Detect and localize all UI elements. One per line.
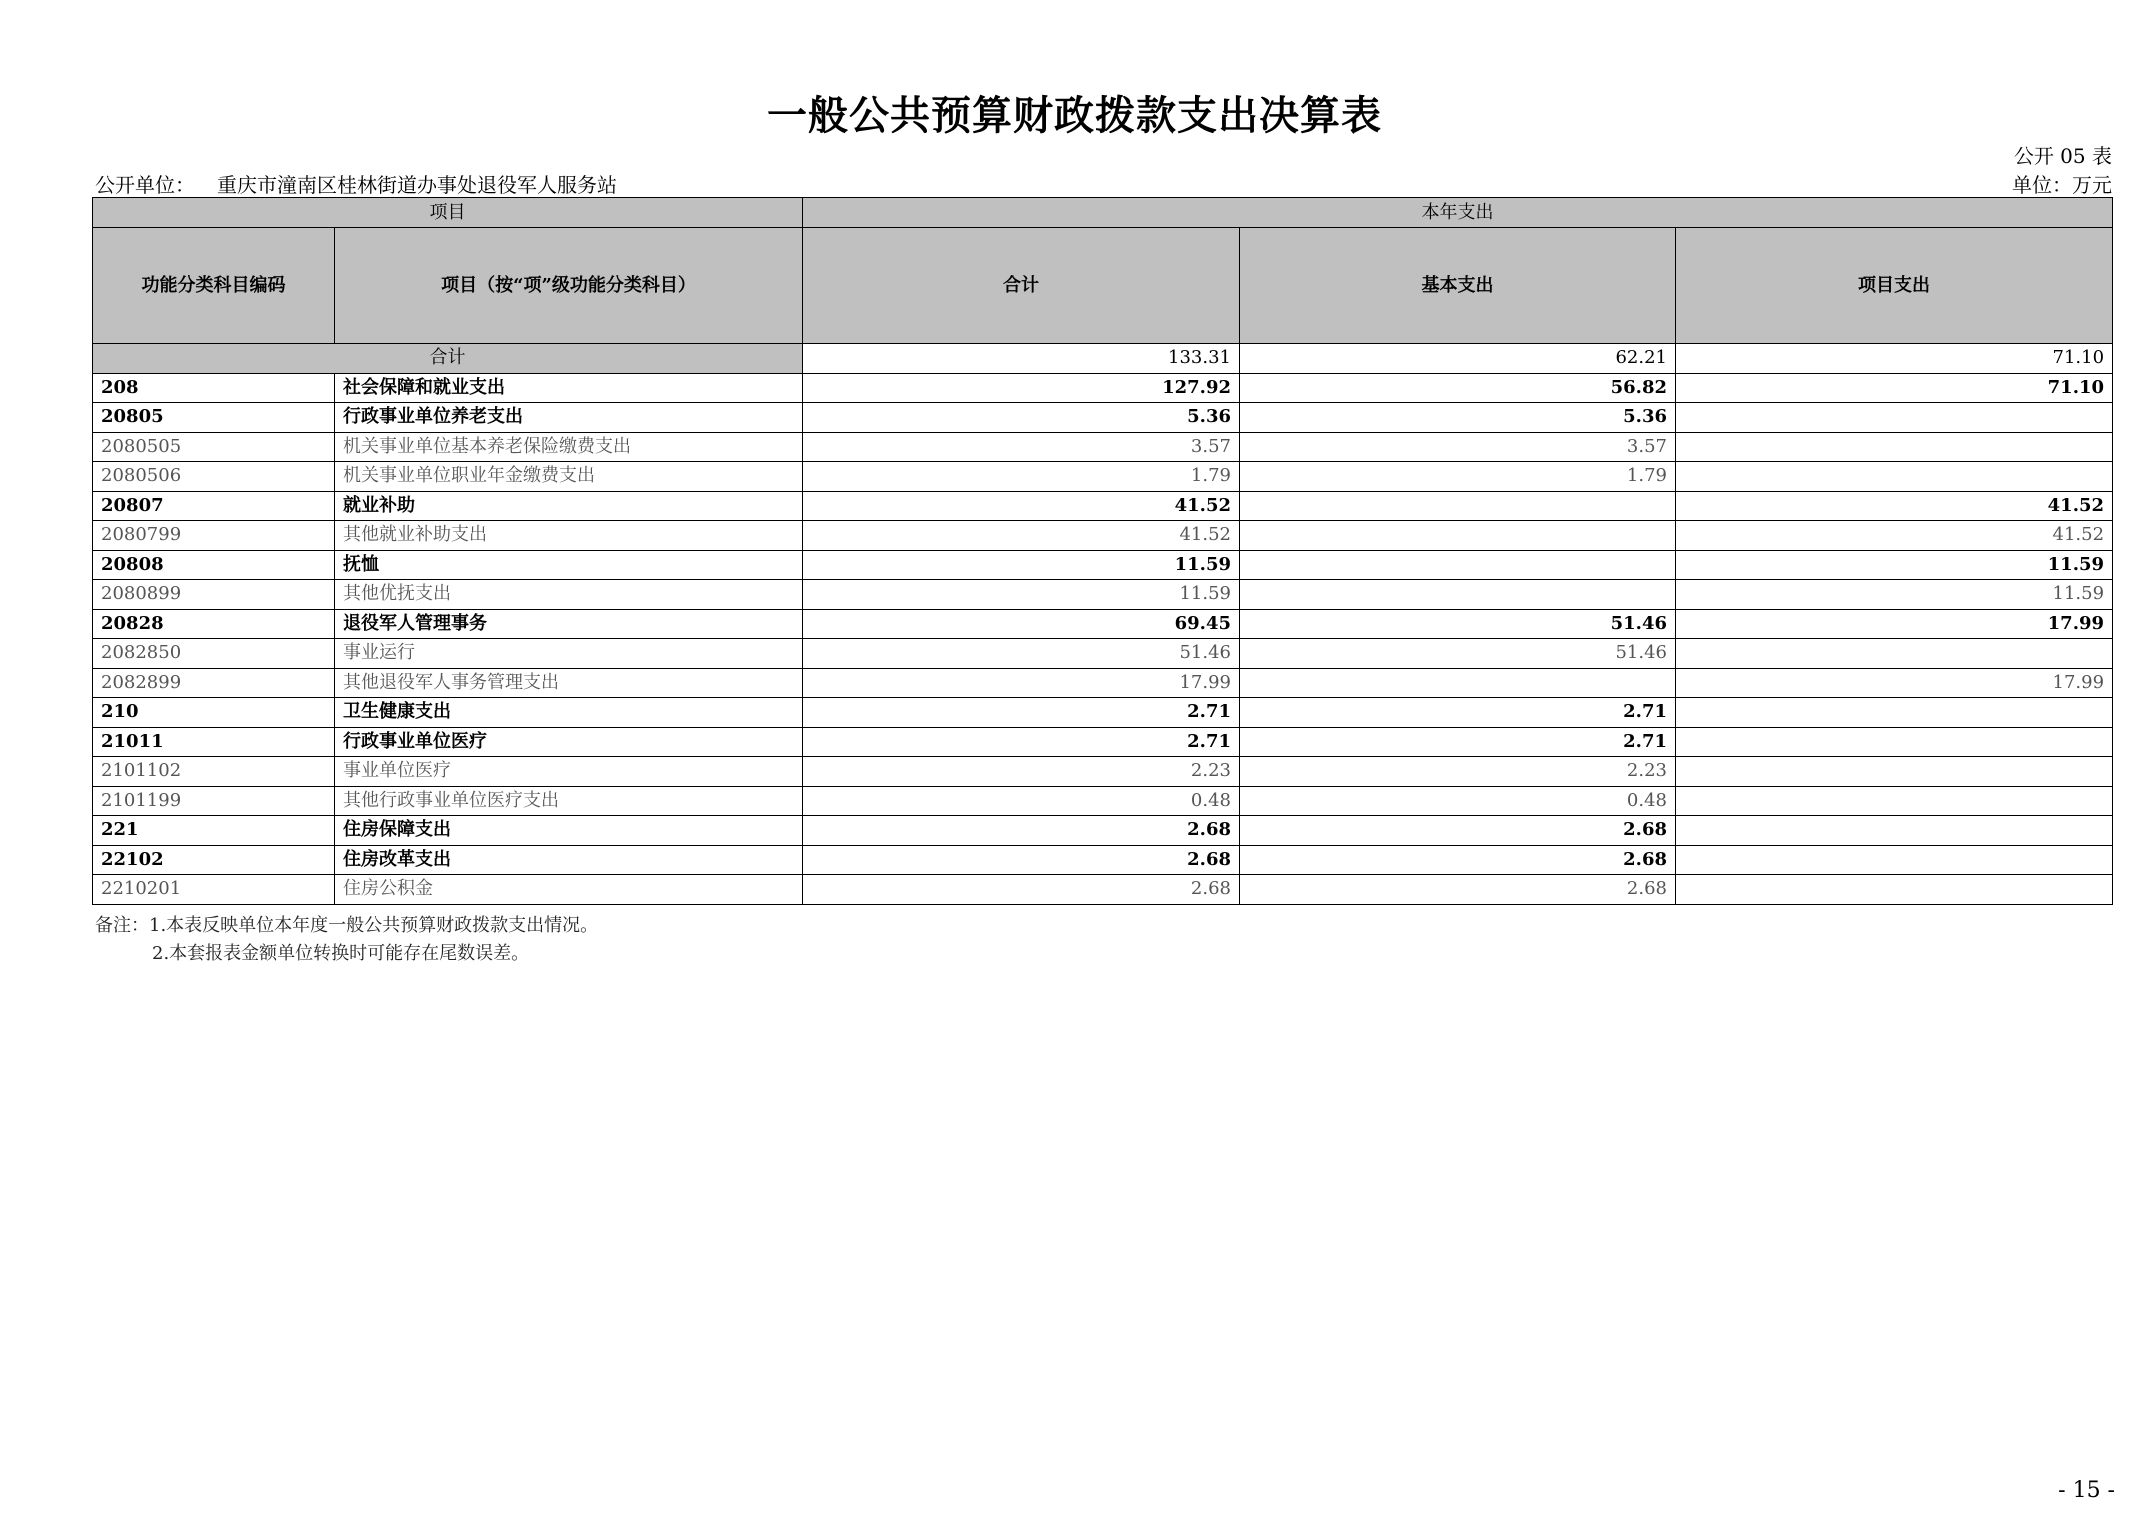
row-name: 其他就业补助支出 [335,521,803,551]
row-code: 21011 [93,727,335,757]
notes [95,912,598,968]
row-total: 41.52 [803,521,1240,551]
row-project [1676,845,2113,875]
row-total: 2.68 [803,845,1240,875]
row-project: 71.10 [1676,373,2113,403]
header-current-year: 本年支出 [803,198,2113,228]
row-basic: 2.68 [1240,875,1676,905]
table-row [93,668,2113,698]
row-project [1676,786,2113,816]
header-basic: 基本支出 [1240,228,1676,344]
table-row [93,580,2113,610]
header-row-1 [93,198,2113,228]
row-code: 20808 [93,550,335,580]
row-basic: 51.46 [1240,639,1676,669]
header-project: 项目 [93,198,803,228]
row-code: 22102 [93,845,335,875]
row-code: 2210201 [93,875,335,905]
row-basic [1240,668,1676,698]
row-basic: 2.23 [1240,757,1676,787]
row-total: 2.71 [803,727,1240,757]
row-total: 41.52 [803,491,1240,521]
expenditure-table [92,197,2113,905]
row-basic: 3.57 [1240,432,1676,462]
row-basic: 0.48 [1240,786,1676,816]
row-total: 3.57 [803,432,1240,462]
row-name: 行政事业单位医疗 [335,727,803,757]
row-total: 127.92 [803,373,1240,403]
table-row [93,786,2113,816]
row-project [1676,816,2113,846]
page-number: - 15 - [2058,1478,2115,1503]
row-code: 2082850 [93,639,335,669]
row-name: 住房保障支出 [335,816,803,846]
total-project: 71.10 [1676,344,2113,374]
row-basic [1240,580,1676,610]
row-name: 抚恤 [335,550,803,580]
row-project: 11.59 [1676,550,2113,580]
row-code: 2101199 [93,786,335,816]
row-code: 2101102 [93,757,335,787]
row-name: 就业补助 [335,491,803,521]
row-basic: 5.36 [1240,403,1676,433]
header-row-2 [93,228,2113,344]
row-name: 其他行政事业单位医疗支出 [335,786,803,816]
row-basic: 1.79 [1240,462,1676,492]
table-row [93,816,2113,846]
row-name: 机关事业单位职业年金缴费支出 [335,462,803,492]
row-total: 2.68 [803,816,1240,846]
row-name: 卫生健康支出 [335,698,803,728]
row-code: 208 [93,373,335,403]
row-basic [1240,521,1676,551]
row-project: 41.52 [1676,521,2113,551]
row-code: 210 [93,698,335,728]
row-name: 机关事业单位基本养老保险缴费支出 [335,432,803,462]
row-name: 住房改革支出 [335,845,803,875]
row-total: 2.71 [803,698,1240,728]
reporting-unit [95,169,617,198]
row-basic: 2.71 [1240,727,1676,757]
row-name: 其他优抚支出 [335,580,803,610]
table-row [93,403,2113,433]
row-total: 2.68 [803,875,1240,905]
header-project-expenditure: 项目支出 [1676,228,2113,344]
row-project [1676,403,2113,433]
row-code: 2080899 [93,580,335,610]
row-project [1676,639,2113,669]
header-code: 功能分类科目编码 [93,228,335,344]
row-total: 0.48 [803,786,1240,816]
row-name: 其他退役军人事务管理支出 [335,668,803,698]
row-total: 17.99 [803,668,1240,698]
row-total: 5.36 [803,403,1240,433]
row-basic: 51.46 [1240,609,1676,639]
row-project [1676,462,2113,492]
form-number: 公开 05 表 [2013,144,2112,168]
row-basic: 2.71 [1240,698,1676,728]
row-total: 51.46 [803,639,1240,669]
row-project: 11.59 [1676,580,2113,610]
row-project [1676,698,2113,728]
row-project: 17.99 [1676,609,2113,639]
row-basic: 56.82 [1240,373,1676,403]
table-row [93,639,2113,669]
table-row [93,757,2113,787]
row-code: 2080505 [93,432,335,462]
row-basic [1240,491,1676,521]
table-row [93,521,2113,551]
row-project [1676,727,2113,757]
row-project: 17.99 [1676,668,2113,698]
note-1: 备注：1.本表反映单位本年度一般公共预算财政拨款支出情况。 [95,915,599,936]
table-row [93,491,2113,521]
currency-unit: 单位：万元 [2012,173,2112,197]
row-project [1676,432,2113,462]
table-row [93,462,2113,492]
row-project: 41.52 [1676,491,2113,521]
page-title: 一般公共预算财政拨款支出决算表 [767,92,1382,139]
row-code: 2080506 [93,462,335,492]
row-code: 221 [93,816,335,846]
row-name: 社会保障和就业支出 [335,373,803,403]
table-row [93,550,2113,580]
row-name: 事业运行 [335,639,803,669]
row-total: 69.45 [803,609,1240,639]
table-row [93,845,2113,875]
header-total: 合计 [803,228,1240,344]
header-item: 项目（按“项”级功能分类科目） [335,228,803,344]
row-project [1676,875,2113,905]
row-code: 20805 [93,403,335,433]
row-code: 20807 [93,491,335,521]
row-code: 20828 [93,609,335,639]
row-total: 2.23 [803,757,1240,787]
unit-label: 公开单位： [95,173,195,197]
table-row [93,698,2113,728]
row-total: 1.79 [803,462,1240,492]
row-project [1676,757,2113,787]
table-row [93,875,2113,905]
row-basic: 2.68 [1240,845,1676,875]
row-name: 行政事业单位养老支出 [335,403,803,433]
note-2: 2.本套报表金额单位转换时可能存在尾数误差。 [152,943,530,964]
table-row [93,432,2113,462]
row-code: 2080799 [93,521,335,551]
row-total: 11.59 [803,580,1240,610]
row-name: 退役军人管理事务 [335,609,803,639]
row-code: 2082899 [93,668,335,698]
table-row [93,373,2113,403]
table-row [93,727,2113,757]
row-name: 住房公积金 [335,875,803,905]
total-basic: 62.21 [1240,344,1676,374]
total-row [93,344,2113,374]
total-label: 合计 [93,344,803,374]
organization-name: 重庆市潼南区桂林街道办事处退役军人服务站 [217,173,617,197]
row-basic: 2.68 [1240,816,1676,846]
total-amount: 133.31 [803,344,1240,374]
table-row [93,609,2113,639]
row-total: 11.59 [803,550,1240,580]
row-basic [1240,550,1676,580]
row-name: 事业单位医疗 [335,757,803,787]
